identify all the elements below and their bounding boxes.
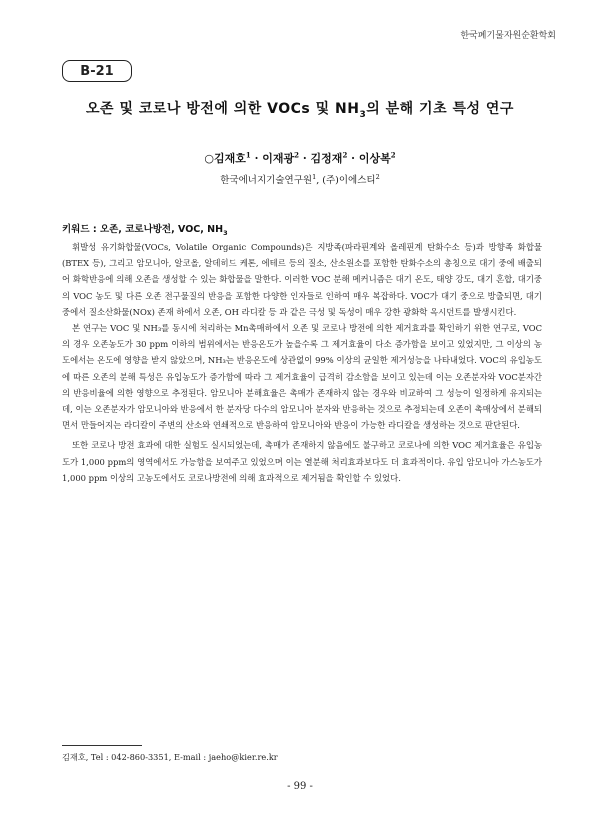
footnote-rule	[62, 745, 142, 746]
author-3: 김정재	[310, 152, 343, 165]
title-main: 오존 및 코로나 방전에 의한 VOCs 및 NH	[86, 101, 360, 117]
title-subscript: 3	[359, 109, 367, 120]
page-number: - 99 -	[287, 781, 313, 792]
affiliation-separator: ,	[316, 175, 323, 186]
abstract-code-box: B-21	[62, 60, 132, 82]
paper-title	[0, 98, 600, 120]
affiliations	[0, 172, 600, 186]
title-tail: 의 분해 기초 특성 연구	[366, 101, 514, 117]
affiliation-1: 한국에너지기술연구원	[220, 175, 313, 186]
author-1: ○김재호	[204, 152, 246, 165]
author-2-affil: 2	[294, 150, 300, 160]
keywords-subscript: 3	[223, 228, 228, 237]
affiliation-2: (주)이에스티	[322, 175, 376, 186]
society-header: 한국폐기물자원순환학회	[460, 31, 556, 41]
affiliation-2-mark: 2	[375, 172, 380, 181]
author-separator: ·	[250, 152, 263, 165]
body-paragraph-3: 또한 코로나 방전 효과에 대한 실험도 실시되었는데, 촉매가 존재하지 않음에도 불구하고 코로나에 의한 VOC 제거효율은 유입농도가 1,000 ppm의 영역에서도 가능함을 보여주고 있었으며 이는 열분해 처리효과보다도 더 효과적이다. 유입 암모니아 가스농도가 1,000 ppm 이상의 고농도에서도 코로나방전에 의해 효과적으로 제거됨을 확인할 수 있었다.	[62, 440, 542, 483]
keywords-text: 키워드 : 오존, 코로나방전, VOC, NH	[62, 224, 224, 235]
body-paragraph-1: 휘발성 유기화합물(VOCs, Volatile Organic Compounds)은 지방족(파라핀계와 올레핀계 탄화수소 등)과 방향족 화합물(BTEX 등), 그리고 암모니아, 알코올, 알데히드 케톤, 에테르 등의 질소, 산소원소를 포함한 탄화수소의 총칭으로 대기 중에 배출되어 화학반응에 의해 오존을 생성할 수 있는 화합물을 말한다. 이러한 VOC 분해 메커니즘은 대기 온도, 태양 강도, 대기 혼합, 대기중의 VOC 농도 및 다른 오존 전구물질의 반응을 포함한 다양한 인자들로 인하여 매우 복잡하다. VOC가 대기 중으로 방출되면, 대기 중에서 질소산화물(NOx) 존재 하에서 오존, OH 라디칼 등 과 같은 극성 및 독성이 매우 강한 광화학 옥시던트를 발생시킨다.	[62, 242, 542, 317]
corresponding-footnote: 김재호, Tel : 042-860-3351, E-mail : jaeho@kier.re.kr	[62, 752, 278, 762]
keywords	[62, 221, 228, 237]
abstract-body	[62, 239, 542, 486]
affiliation-1-mark: 1	[312, 172, 317, 181]
author-3-affil: 2	[342, 150, 348, 160]
author-4-affil: 2	[390, 150, 396, 160]
author-1-affil: 1	[245, 150, 251, 160]
body-paragraph-2: 본 연구는 VOC 및 NH₃를 동시에 처리하는 Mn촉매하에서 오존 및 코로나 방전에 의한 제거효과를 확인하기 위한 연구로, VOC의 경우 오존농도가 30 ppm 이하의 범위에서는 반응온도가 높을수록 그 제거효율이 다소 증가함을 보이고 있었지만, 그 이상의 농도에서는 온도에 영향을 받지 않았으며, NH₃는 반응온도에 상관없이 99% 이상의 균일한 제거성능을 나타내었다. VOC의 유입농도에 따른 오존의 분해 특성은 유입농도가 증가함에 따라 그 제거효율이 급격히 감소함을 보이고 있는데 이는 오존분자와 VOC분자간의 반응비율에 의한 영향으로 추정된다. 암모니아 분해효율은 촉매가 존재하지 않는 경우와 비교하여 그 성능이 일정하게 유지되는데, 이는 오존분자가 암모니아와 반응에서 한 분자당 다수의 암모니아 분자와 반응하는 것으로 추정되는데 오존이 촉매상에서 분해되면서 만들어지는 라디칼이 주변의 산소와 연쇄적으로 반응하여 암모니아와 반응이 가능한 라디칼을 생성하는 것으로 판단된다.	[62, 323, 542, 431]
author-list	[0, 150, 600, 166]
author-separator: ·	[347, 152, 359, 165]
author-separator: ·	[299, 152, 311, 165]
author-2: 이재광	[262, 152, 295, 165]
author-4: 이상복	[358, 152, 391, 165]
